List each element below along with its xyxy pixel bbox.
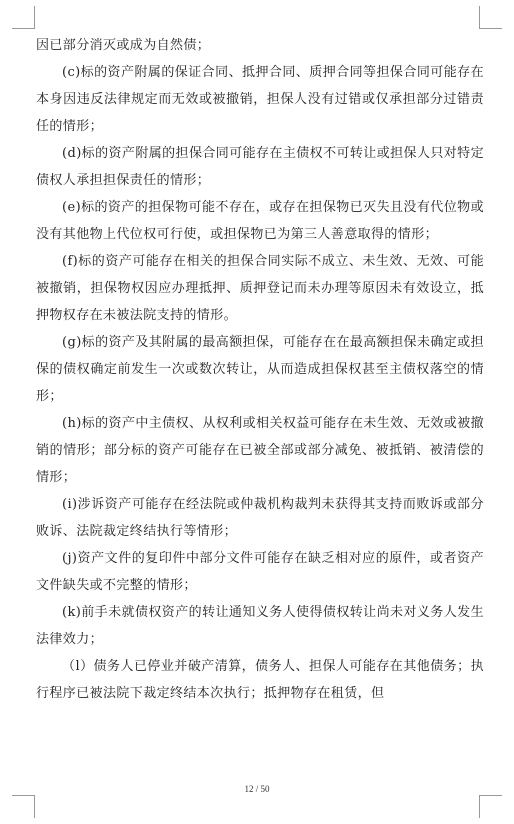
crop-mark-bottom-right (479, 795, 502, 818)
paragraph-i: (i)涉诉资产可能存在经法院或仲裁机构裁判未获得其支持而败诉或部分败诉、法院裁定终结执行等情形； (36, 497, 484, 539)
paragraph-e: (e)标的资产的担保物可能不存在，或存在担保物已灭失且没有代位物或没有其他物上代位权可行使，或担保物已为第三人善意取得的情形； (36, 200, 484, 242)
crop-mark-top-left (12, 6, 35, 29)
paragraph-f: (f)标的资产可能存在相关的担保合同实际不成立、未生效、无效、可能被撤销，担保物权因应办理抵押、质押登记而未办理等原因未有效设立，抵押物权存在未被法院支持的情形。 (36, 254, 484, 323)
paragraph-c: (c)标的资产附属的保证合同、抵押合同、质押合同等担保合同可能存在本身因违反法律规定而无效或被撤销，担保人没有过错或仅承担部分过错责任的情形； (36, 65, 484, 134)
paragraph-g: (g)标的资产及其附属的最高额担保，可能存在在最高额担保未确定或担保的债权确定前发生一次或数次转让，从而造成担保权甚至主债权落空的情形； (36, 335, 484, 404)
paragraph-l: （l）债务人已停业并破产清算，债务人、担保人可能存在其他债务；执行程序已被法院下裁定终结本次执行；抵押物存在租赁，但 (36, 659, 484, 701)
paragraph-k: (k)前手未就债权资产的转让通知义务人使得债权转让尚未对义务人发生法律效力； (36, 605, 484, 647)
paragraph-j: (j)资产文件的复印件中部分文件可能存在缺乏相对应的原件，或者资产文件缺失或不完整的情形； (36, 551, 484, 593)
crop-mark-top-right (479, 6, 502, 29)
crop-mark-bottom-left (12, 795, 35, 818)
paragraph-d: (d)标的资产附属的担保合同可能存在主债权不可转让或担保人只对特定债权人承担担保责任的情形； (36, 146, 484, 188)
paragraph-continuation: 因已部分消灭或成为自然债； (36, 38, 211, 53)
paragraph-h: (h)标的资产中主债权、从权利或相关权益可能存在未生效、无效或被撤销的情形；部分标的资产可能存在已被全部或部分减免、被抵销、被清偿的情形； (36, 416, 484, 485)
page-number: 12 / 50 (244, 784, 270, 794)
page-content (36, 32, 484, 707)
